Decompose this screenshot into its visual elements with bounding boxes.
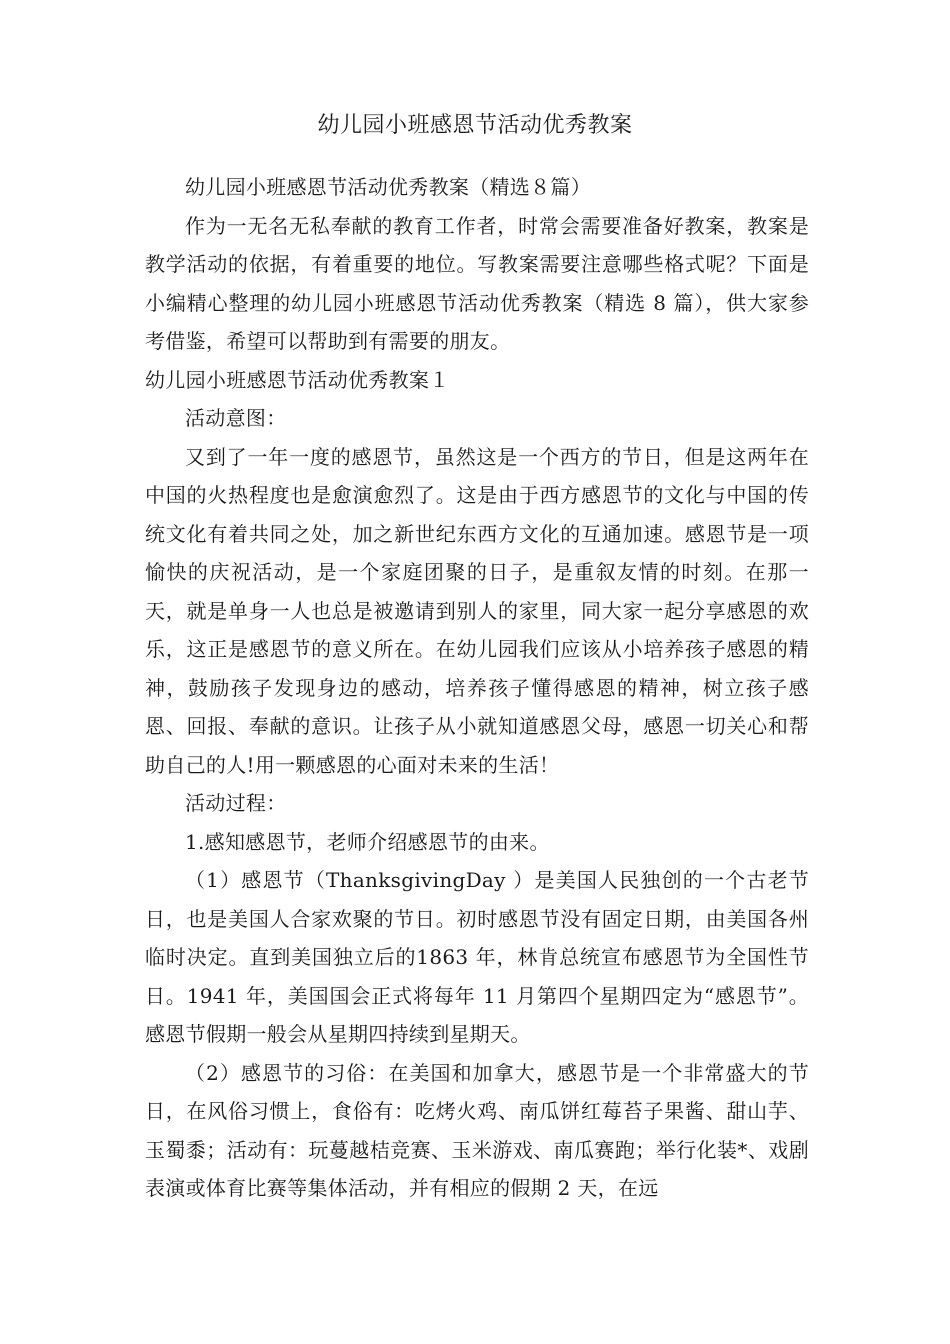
process-label: 活动过程： xyxy=(185,791,287,815)
intro-paragraph: 作为一无名无私奉献的教育工作者，时常会需要准备好教案，教案是教学活动的依据，有着重要的地位。写教案需要注意哪些格式呢？下面是小编精心整理的幼儿园小班感恩节活动优秀教案（精选 8 篇），供大家参考借鉴，希望可以帮助到有需要的朋友。 xyxy=(145,213,809,353)
item-1-paragraph: （1）感恩节（ThanksgivingDay ）是美国人民独创的一个古老节日，也是美国人合家欢聚的节日。初时感恩节没有固定日期，由美国各州临时决定。直到美国独立后的1863 年，林肯总统宣布感恩节为全国性节日。1941 年，美国国会正式将每年 11 月第四个星期四定为“感恩节”。感恩节假期一般会从星期四持续到星期天。 xyxy=(145,868,809,1046)
document-subtitle: 幼儿园小班感恩节活动优秀教案（精选８篇） xyxy=(185,175,591,199)
intent-label: 活动意图： xyxy=(185,406,287,430)
section-heading: 幼儿园小班感恩节活动优秀教案１ xyxy=(145,367,450,392)
item-2-paragraph: （2）感恩节的习俗：在美国和加拿大，感恩节是一个非常盛大的节日，在风俗习惯上，食俗有：吃烤火鸡、南瓜饼红莓苔子果酱、甜山芋、玉蜀黍；活动有：玩蔓越桔竞赛、玉米游戏、南瓜赛跑；举行化装*、戏剧表演或体育比赛等集体活动，并有相应的假期 2 天，在远 xyxy=(145,1060,809,1200)
document-title: 幼儿园小班感恩节活动优秀教案 xyxy=(317,113,633,138)
document-body xyxy=(145,168,809,1208)
step-1: 1.感知感恩节，老师介绍感恩节的由来。 xyxy=(185,829,550,854)
intent-paragraph: 又到了一年一度的感恩节，虽然这是一个西方的节日，但是这两年在中国的火热程度也是愈演愈烈了。这是由于西方感恩节的文化与中国的传统文化有着共同之处，加之新世纪东西方文化的互通加速。感恩节是一项愉快的庆祝活动，是一个家庭团聚的日子，是重叙友情的时刻。在那一天，就是单身一人也总是被邀请到别人的家里，同大家一起分享感恩的欢乐，这正是感恩节的意义所在。在幼儿园我们应该从小培养孩子感恩的精神，鼓励孩子发现身边的感动，培养孩子懂得感恩的精神，树立孩子感恩、回报、奉献的意识。让孩子从小就知道感恩父母，感恩一切关心和帮助自己的人!用一颗感恩的心面对未来的生活！ xyxy=(145,444,809,777)
